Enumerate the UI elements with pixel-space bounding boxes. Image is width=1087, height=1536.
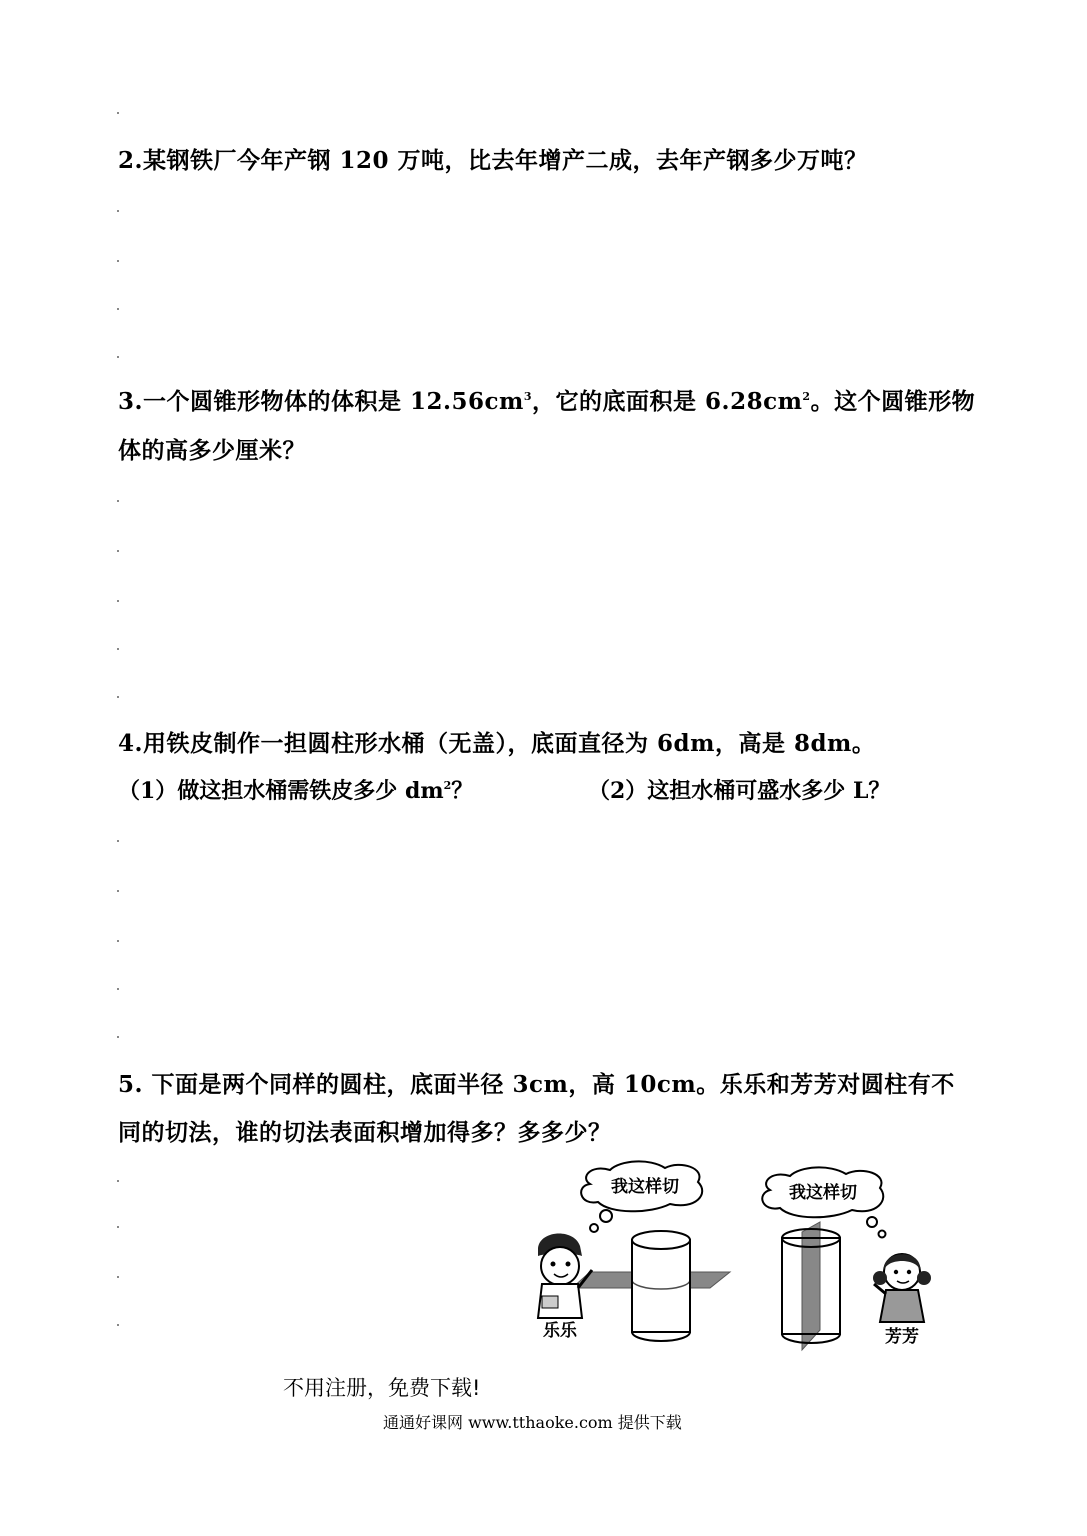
margin-dot: [117, 500, 119, 502]
question-5-line2: 同的切法，谁的切法表面积增加得多？多多少？: [118, 1119, 612, 1146]
margin-dot: [117, 112, 119, 114]
margin-dot: [117, 1324, 119, 1326]
girl-name: 芳芳: [885, 1327, 919, 1347]
cylinder-cutting-illustration: [520, 1160, 950, 1360]
right-thought-bubble: [762, 1167, 885, 1237]
superscript-2: 2: [443, 779, 452, 792]
question-4-part-1: [118, 774, 473, 805]
margin-dot: [117, 988, 119, 990]
q4-1-end: ？: [451, 778, 474, 804]
margin-dot: [117, 1036, 119, 1038]
margin-dot: [117, 648, 119, 650]
q3-text-a: 3.一个圆锥形物体的体积是 12.56cm: [118, 388, 524, 415]
question-5-line1: 5. 下面是两个同样的圆柱，底面半径 3cm，高 10cm。乐乐和芳芳对圆柱有不: [118, 1071, 955, 1098]
left-thought-bubble: [581, 1161, 702, 1232]
margin-dot: [117, 260, 119, 262]
question-3-line2: 体的高多少厘米？: [118, 437, 306, 464]
margin-dot: [117, 600, 119, 602]
right-bubble-text: 我这样切: [789, 1183, 857, 1203]
question-2: 2.某钢铁厂今年产钢 120 万吨，比去年增产二成，去年产钢多少万吨？: [118, 147, 868, 174]
girl-figure: [873, 1254, 931, 1347]
source-credit: 通通好课网 www.tthaoke.com 提供下载: [383, 1413, 682, 1432]
left-cylinder-horizontal-cut: [572, 1231, 730, 1341]
superscript-3: 3: [523, 390, 533, 403]
q4-1-text: （1）做这担水桶需铁皮多少 dm: [118, 778, 444, 804]
question-4: 4.用铁皮制作一担圆柱形水桶（无盖），底面直径为 6dm，高是 8dm。: [118, 730, 876, 757]
margin-dot: [117, 210, 119, 212]
margin-dot: [117, 890, 119, 892]
superscript-2: 2: [802, 390, 811, 403]
q3-text-b: ，它的底面积是 6.28cm: [532, 388, 803, 415]
boy-name: 乐乐: [543, 1321, 577, 1341]
q3-text-c: 。这个圆锥形物: [810, 388, 976, 415]
question-4-part-2: （2）这担水桶可盛水多少 L？: [588, 778, 891, 804]
margin-dot: [117, 840, 119, 842]
margin-dot: [117, 550, 119, 552]
margin-dot: [117, 1180, 119, 1182]
margin-dot: [117, 308, 119, 310]
margin-dot: [117, 696, 119, 698]
margin-dot: [117, 1276, 119, 1278]
question-3-line1: [118, 383, 975, 416]
margin-dot: [117, 356, 119, 358]
right-cylinder-vertical-cut: [782, 1222, 840, 1350]
left-bubble-text: 我这样切: [611, 1177, 679, 1197]
free-download-note: 不用注册，免费下载!: [283, 1376, 481, 1400]
margin-dot: [117, 940, 119, 942]
margin-dot: [117, 1226, 119, 1228]
